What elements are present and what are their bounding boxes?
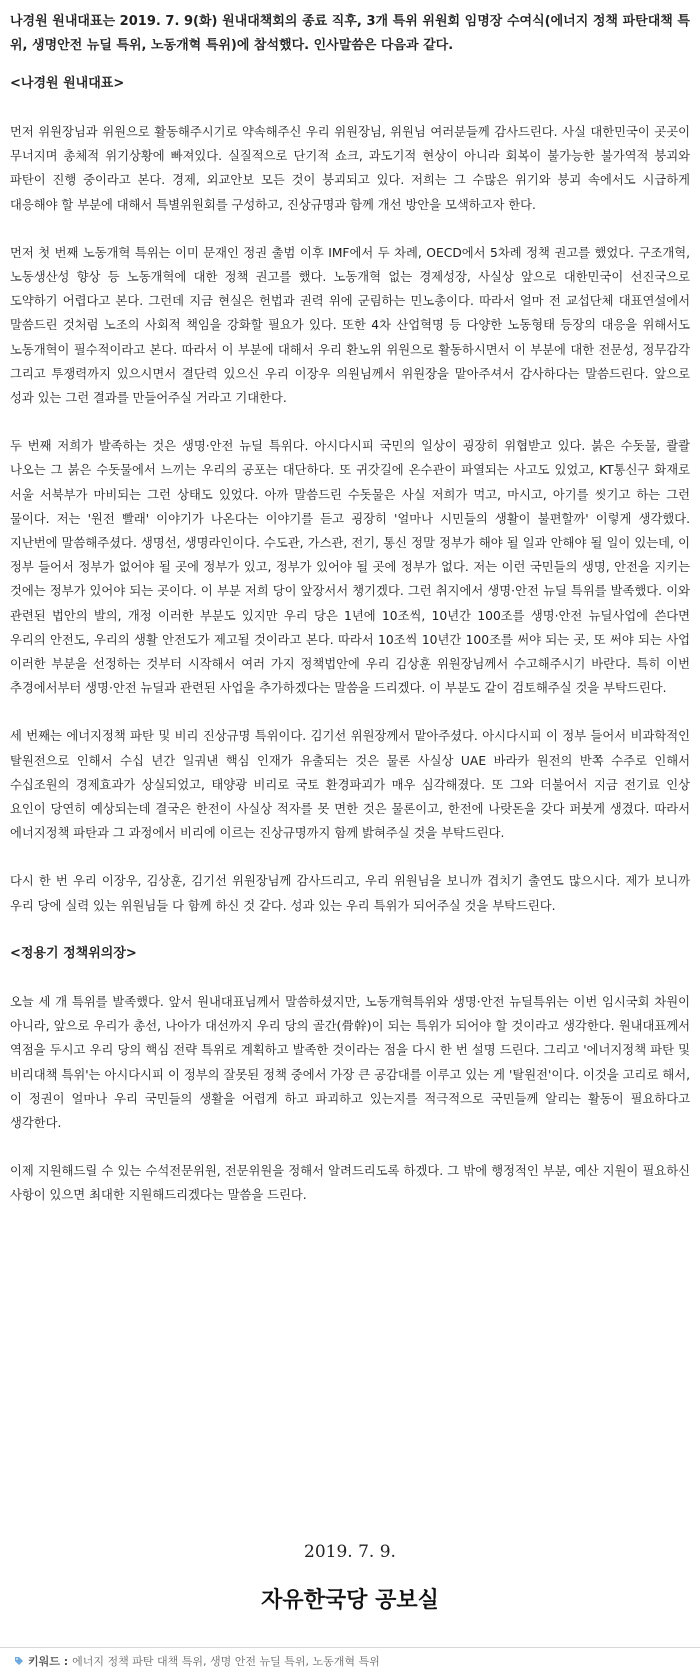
tag-icon [14,1649,24,1659]
speech-paragraph: 먼저 위원장님과 위원으로 활동해주시기로 약속해주신 우리 위원장님, 위원님 여러분들께 감사드린다. 사실 대한민국이 곳곳이 무너지며 총체적 위기상황에 빠져있다. 실질적으로 단기적 쇼크, 과도기적 현상이 아니라 회복이 불가능한 불가역적 붕괴와 파탄이 진행 중이라고 본다. 경제, 외교안보 모든 것이 붕괴되고 있다. 저희는 그 수많은 위기와 붕괴 속에서도 시급하게 대응해야 할 부분에 대해서 특별위원회를 구성하고, 진상규명과 함께 개선 방안을 모색하고자 한다. [10,125,690,212]
speech-paragraph: 이제 지원해드릴 수 있는 수석전문위원, 전문위원을 정해서 알려드리도록 하겠다. 그 밖에 행정적인 부분, 예산 지원이 필요하신 사항이 있으면 최대한 지원해드리겠다는 말씀을 드린다. [10,1164,690,1203]
speech-paragraph: 먼저 첫 번째 노동개혁 특위는 이미 문재인 정권 출범 이후 IMF에서 두 차례, OECD에서 5차례 정책 권고를 했었다. 구조개혁, 노동생산성 향상 등 노동개혁에 대한 정책 권고를 했다. 노동개혁 없는 경제성장, 사실상 앞으로 대한민국이 선진국으로 도약하기 어렵다고 본다. 그런데 지금 현실은 헌법과 권력 위에 군림하는 민노총이다. 따라서 얼마 전 교섭단체 대표연설에서 말씀드린 것처럼 노조의 사회적 책임을 강화할 필요가 있다. 또한 4차 산업혁명 등 다양한 노동형태 등장의 대응을 위해서도 노동개혁이 필수적이라고 본다. 따라서 이 부분에 대해서 우리 환노위 위원으로 활동하시면서 이 부분에 대한 전문성, 정무감각 그리고 투쟁력까지 있으시면서 결단력 있으신 우리 이장우 의원님께서 위원장을 맡아주셔서 감사하다는 말씀드린다. 앞으로 성과 있는 그런 결과를 만들어주실 거라고 기대한다. [10,245,690,406]
keyword-bar [0,1647,700,1675]
speech-paragraph: 세 번째는 에너지정책 파탄 및 비리 진상규명 특위이다. 김기선 위원장께서 맡아주셨다. 아시다시피 이 정부 들어서 비과학적인 탈원전으로 인해서 수십 년간 일궈낸 핵심 인재가 유출되는 것은 물론 사실상 UAE 바라카 원전의 반쪽 수주로 인해서 수십조원의 경제효과가 상실되었고, 태양광 비리로 국토 환경파괴가 매우 심각해졌다. 또 그와 더불어서 지금 전기료 인상 요인이 당연히 예상되는데 결국은 한전이 사실상 적자를 못 면한 것은 물론이고, 한전에 나랏돈을 갖다 퍼붓게 생겼다. 따라서 에너지정책 파탄과 그 과정에서 비리에 이르는 진상규명까지 함께 밝혀주실 것을 부탁드린다. [10,729,690,841]
speech-paragraph: 두 번째 저희가 발족하는 것은 생명·안전 뉴딜 특위다. 아시다시피 국민의 일상이 굉장히 위협받고 있다. 붉은 수돗물, 콸콸 나오는 그 붉은 수돗물에서 느끼는 우리의 공포는 대단하다. 또 귀갓길에 온수관이 파열되는 사고도 있었고, KT통신구 화재로 서울 서북부가 마비되는 그런 상태도 있었다. 아까 말씀드린 수돗물은 사실 저희가 먹고, 마시고, 아기를 씻기고 하는 그런 물이다. 저는 '원전 빨래' 이야기가 나온다는 이야기를 듣고 굉장히 '얼마나 시민들의 생활이 불편할까' 이렇게 생각했다. 지난번에 말씀해주셨다. 생명선, 생명라인이다. 수도관, 가스관, 전기, 통신 정말 정부가 해야 될 일과 안해야 될 일이 있는데, 이 정부 들어서 정부가 없어야 될 곳에 정부가 있고, 정부가 있어야 될 곳에 정부가 없다. 저는 이런 국민들의 생명, 안전을 지키는 것에는 정부가 있어야 되는 곳이다. 이 부분 저희 당이 앞장서서 챙기겠다. 그런 취지에서 생명·안전 뉴딜 특위를 발족했다. 이와 관련된 법안의 발의, 개정 이러한 부분도 있지만 우리 당은 1년에 10조씩, 10년간 100조를 생명·안전 뉴딜사업에 쓴다면 우리의 안전도, 우리의 생활 안전도가 제고될 것이라고 본다. 따라서 10조씩 10년간 100조를 써야 되는 곳, 또 써야 되는 사업 이러한 부분을 선정하는 것부터 시작해서 여러 가지 정책법안에 우리 김상훈 위원장님께서 수고해주시기 바란다. 특히 이번 추경에서부터 생명·안전 뉴딜과 관련된 사업을 추가하겠다는 말씀을 드리겠다. 이 부분도 같이 검토해주실 것을 부탁드린다. [10,439,690,696]
speech-paragraph: 오늘 세 개 특위를 발족했다. 앞서 원내대표님께서 말씀하셨지만, 노동개혁특위와 생명·안전 뉴딜특위는 이번 임시국회 차원이 아니라, 앞으로 우리가 총선, 나아가 대선까지 우리 당의 골간(骨幹)이 되는 특위가 되어야 할 것이라고 생각한다. 원내대표께서 역점을 두시고 우리 당의 핵심 전략 특위로 계획하고 발족한 것이라는 점을 다시 한 번 설명 드린다. 그리고 '에너지정책 파탄 및 비리대책 특위'는 아시다시피 이 정부의 잘못된 정책 중에서 가장 큰 공감대를 이루고 있는 게 '탈원전'이다. 이것을 고리로 해서, 이 정권이 얼마나 우리 국민들의 생활을 어렵게 하고 파괴하고 있는지를 적극적으로 국민들께 알리는 활동이 필요하다고 생각한다. [10,994,690,1130]
section-policy-chief [10,942,690,1208]
speaker-heading: <나경원 원내대표> [10,76,125,91]
speech-paragraph: 다시 한 번 우리 이장우, 김상훈, 김기선 위원장님께 감사드리고, 우리 위원님을 보니까 겹치기 출연도 많으시다. 제가 보니까 우리 당에 실력 있는 위원님들 다 함께 하신 것 같다. 성과 있는 우리 특위가 되어주실 것을 부탁드린다. [10,874,690,913]
keyword-label: 키워드 : [28,1655,69,1668]
organization-name: 자유한국당 공보실 [261,1588,439,1613]
intro-paragraph: 나경원 원내대표는 2019. 7. 9(화) 원내대책회의 종료 직후, 3개 특위 위원회 임명장 수여식(에너지 정책 파탄대책 특위, 생명안전 뉴딜 특위, 노동개혁 특위)에 참석했다. 인사말씀은 다음과 같다. [10,14,690,53]
section-floor-leader [10,72,690,918]
speaker-heading: <정용기 정책위의장> [10,945,137,961]
release-date: 2019. 7. 9. [304,1542,396,1562]
keyword-link[interactable]: 에너지 정책 파탄 대책 특위, 생명 안전 뉴딜 특위, 노동개혁 특위 [72,1655,380,1668]
